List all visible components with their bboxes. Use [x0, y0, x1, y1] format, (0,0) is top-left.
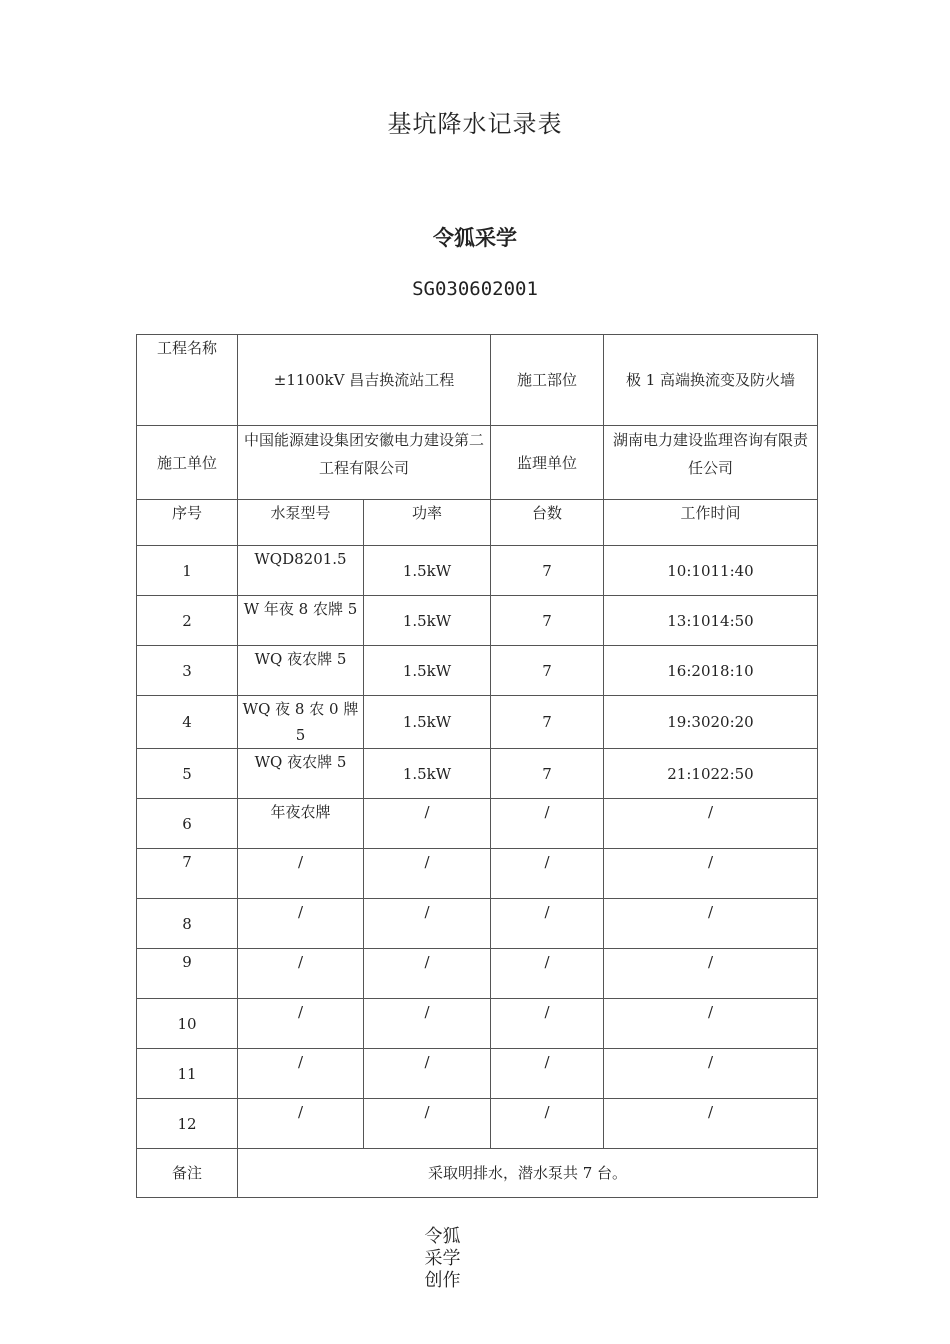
- row-model: /: [238, 899, 364, 949]
- construction-part-label: 施工部位: [491, 335, 604, 426]
- table-row: [137, 646, 818, 696]
- page-title: 基坑降水记录表: [387, 110, 563, 138]
- row-power: /: [364, 1049, 491, 1099]
- project-name-label: 工程名称: [137, 335, 238, 426]
- row-time: 16:2018:10: [604, 646, 818, 696]
- table-row: [137, 1049, 818, 1099]
- row-time: 21:1022:50: [604, 749, 818, 799]
- remark-row: [137, 1149, 818, 1198]
- remark-label: 备注: [137, 1149, 238, 1198]
- row-no: 6: [137, 799, 238, 849]
- row-count: /: [491, 849, 604, 899]
- row-no: 2: [137, 596, 238, 646]
- row-no: 10: [137, 999, 238, 1049]
- row-power: /: [364, 849, 491, 899]
- row-count: /: [491, 799, 604, 849]
- row-count: /: [491, 949, 604, 999]
- row-model: /: [238, 849, 364, 899]
- row-count: /: [491, 1049, 604, 1099]
- row-power: 1.5kW: [364, 596, 491, 646]
- table-row: [137, 999, 818, 1049]
- column-header-time: 工作时间: [604, 500, 818, 546]
- row-no: 9: [137, 949, 238, 999]
- row-count: 7: [491, 749, 604, 799]
- table-row: [137, 849, 818, 899]
- table-row: [137, 899, 818, 949]
- row-time: /: [604, 849, 818, 899]
- row-no: 7: [137, 849, 238, 899]
- row-time: /: [604, 899, 818, 949]
- table-row: [137, 696, 818, 749]
- table-row: [137, 1099, 818, 1149]
- row-model: W 年夜 8 农牌 5: [238, 596, 364, 646]
- header-row: [137, 500, 818, 546]
- project-row: [137, 335, 818, 426]
- row-model: WQ 夜 8 农 0 牌 5: [238, 696, 364, 749]
- row-power: /: [364, 899, 491, 949]
- row-power: /: [364, 1099, 491, 1149]
- column-header-power: 功率: [364, 500, 491, 546]
- supervision-unit-label: 监理单位: [491, 426, 604, 500]
- row-count: /: [491, 1099, 604, 1149]
- construction-unit-label: 施工单位: [137, 426, 238, 500]
- row-model: WQD8201.5: [238, 546, 364, 596]
- row-count: 7: [491, 696, 604, 749]
- row-model: 年夜农牌: [238, 799, 364, 849]
- form-code: SG030602001: [412, 278, 538, 300]
- row-time: /: [604, 949, 818, 999]
- row-no: 12: [137, 1099, 238, 1149]
- table-row: [137, 949, 818, 999]
- table-row: [137, 596, 818, 646]
- row-power: /: [364, 949, 491, 999]
- footer-line: 令狐: [424, 1226, 461, 1247]
- row-no: 11: [137, 1049, 238, 1099]
- row-model: /: [238, 1099, 364, 1149]
- construction-unit-value: 中国能源建设集团安徽电力建设第二工程有限公司: [238, 426, 491, 500]
- row-time: /: [604, 999, 818, 1049]
- table-row: [137, 546, 818, 596]
- row-power: /: [364, 799, 491, 849]
- row-no: 5: [137, 749, 238, 799]
- row-power: 1.5kW: [364, 696, 491, 749]
- author-name: 令狐采学: [433, 226, 517, 250]
- row-time: /: [604, 1099, 818, 1149]
- row-time: 19:3020:20: [604, 696, 818, 749]
- row-model: WQ 夜农牌 5: [238, 646, 364, 696]
- row-model: /: [238, 999, 364, 1049]
- row-model: WQ 夜农牌 5: [238, 749, 364, 799]
- column-header-count: 台数: [491, 500, 604, 546]
- row-count: 7: [491, 546, 604, 596]
- row-model: /: [238, 1049, 364, 1099]
- footer-credit: [0, 1226, 885, 1292]
- row-count: 7: [491, 646, 604, 696]
- row-count: /: [491, 899, 604, 949]
- table-row: [137, 799, 818, 849]
- remark-text: 采取明排水，潜水泵共 7 台。: [238, 1149, 818, 1198]
- row-no: 3: [137, 646, 238, 696]
- row-time: /: [604, 1049, 818, 1099]
- row-model: /: [238, 949, 364, 999]
- row-no: 4: [137, 696, 238, 749]
- row-count: /: [491, 999, 604, 1049]
- row-power: 1.5kW: [364, 749, 491, 799]
- unit-row: [137, 426, 818, 500]
- row-power: 1.5kW: [364, 646, 491, 696]
- row-no: 8: [137, 899, 238, 949]
- row-count: 7: [491, 596, 604, 646]
- row-time: /: [604, 799, 818, 849]
- footer-line: 采学: [424, 1248, 461, 1269]
- construction-part-value: 极 1 高端换流变及防火墙: [604, 335, 818, 426]
- table-row: [137, 749, 818, 799]
- footer-line: 创作: [424, 1270, 461, 1291]
- project-name-value: ±1100kV 昌吉换流站工程: [238, 335, 491, 426]
- supervision-unit-value: 湖南电力建设监理咨询有限责任公司: [604, 426, 818, 500]
- row-power: /: [364, 999, 491, 1049]
- row-time: 10:1011:40: [604, 546, 818, 596]
- row-power: 1.5kW: [364, 546, 491, 596]
- row-time: 13:1014:50: [604, 596, 818, 646]
- column-header-no: 序号: [137, 500, 238, 546]
- column-header-model: 水泵型号: [238, 500, 364, 546]
- row-no: 1: [137, 546, 238, 596]
- dewatering-record-table: [136, 334, 818, 1198]
